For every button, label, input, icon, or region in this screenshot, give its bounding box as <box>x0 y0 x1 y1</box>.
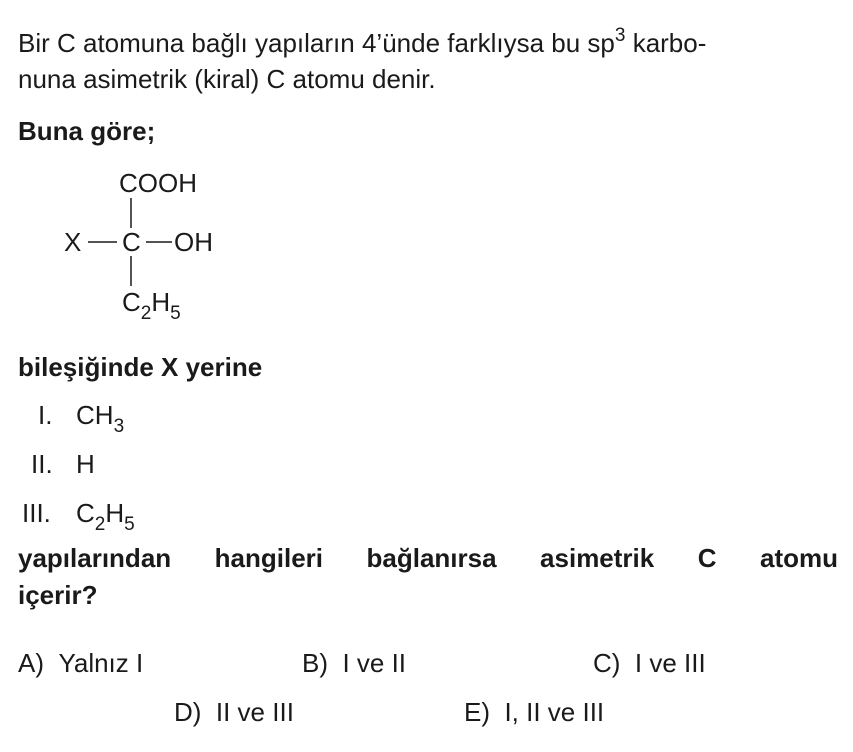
item-1-number: I. <box>38 400 53 430</box>
item-2-formula: H <box>76 449 95 479</box>
question-line-1: yapılarından hangileri bağlanırsa asimetrik C atomu <box>18 543 838 573</box>
question-line-2: içerir? <box>18 580 98 610</box>
option-b-letter: B) <box>302 648 328 678</box>
intro-line-2: nuna asimetrik (kiral) C atomu denir. <box>18 64 436 94</box>
option-e-letter: E) <box>464 697 490 727</box>
item-3-number: III. <box>22 498 51 528</box>
section-heading: Buna göre; <box>18 116 156 146</box>
group-cooh: COOH <box>119 168 197 198</box>
ethyl-sub-5: 5 <box>170 303 181 324</box>
lead-text: bileşiğinde X yerine <box>18 352 263 382</box>
intro-line-1 <box>18 25 707 59</box>
option-a-text: Yalnız I <box>58 648 144 678</box>
ethyl-sub-2: 2 <box>140 303 152 324</box>
option-e-text: I, II ve III <box>504 697 605 727</box>
central-carbon: C <box>122 227 141 257</box>
group-x: X <box>64 227 82 257</box>
option-d-letter: D) <box>174 697 202 727</box>
item-1-base: CH <box>76 400 114 430</box>
option-c-letter: C) <box>593 648 621 678</box>
group-oh: OH <box>174 227 213 257</box>
item-3-sub-5: 5 <box>124 514 135 535</box>
group-ethyl <box>122 287 181 324</box>
item-1-formula <box>76 400 125 437</box>
item-2-number: II. <box>31 449 53 479</box>
item-3-formula <box>76 498 135 535</box>
intro-line-1-end: karbo- <box>625 28 707 58</box>
option-d[interactable] <box>174 697 294 728</box>
item-3-c: C <box>76 498 95 528</box>
item-3-sub-2: 2 <box>94 514 106 535</box>
ethyl-c: C <box>122 287 141 317</box>
option-c-text: I ve III <box>634 648 706 678</box>
option-d-text: II ve III <box>215 697 294 727</box>
option-b[interactable] <box>302 648 406 679</box>
option-a-letter: A) <box>18 648 44 678</box>
item-3-h: H <box>105 498 125 528</box>
item-1-sub: 3 <box>113 416 125 437</box>
option-a[interactable] <box>18 648 143 679</box>
intro-line-1-text: Bir C atomuna bağlı yapıların 4’ünde farklıysa bu sp <box>18 28 615 58</box>
intro-superscript: 3 <box>614 25 626 46</box>
option-c[interactable] <box>593 648 706 679</box>
option-b-text: I ve II <box>342 648 407 678</box>
ethyl-h: H <box>151 287 171 317</box>
option-e[interactable] <box>464 697 604 728</box>
